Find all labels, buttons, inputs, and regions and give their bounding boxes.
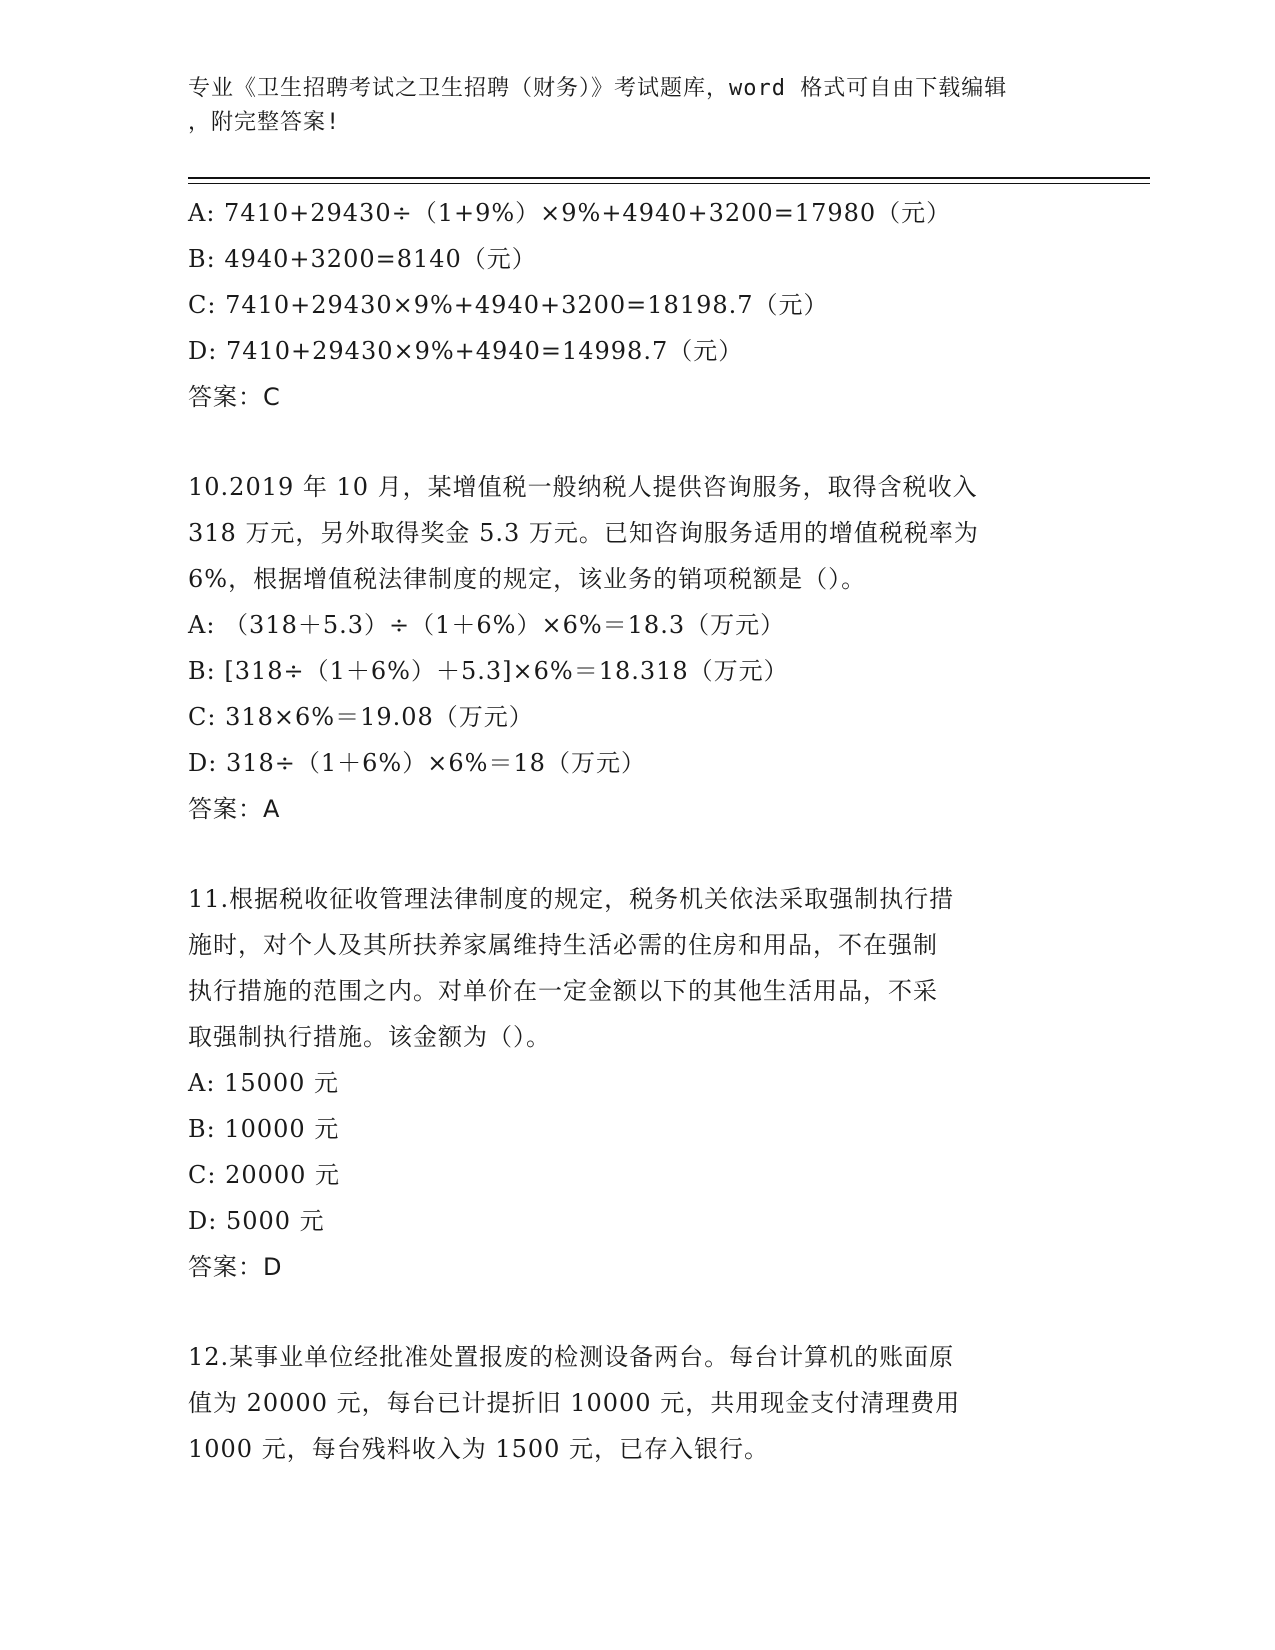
page-header [188, 72, 1068, 140]
answer: 答案：D [188, 1253, 283, 1281]
question-12 [188, 1334, 1088, 1472]
question-text [188, 464, 1088, 602]
document-content [188, 190, 1088, 1472]
option-d: D: 5000 元 [188, 1207, 325, 1235]
option-b: B: 4940+3200=8140（元） [188, 245, 537, 273]
option-c: C: 7410+29430×9%+4940+3200=18198.7（元） [188, 291, 829, 319]
question-line: 施时，对个人及其所扶养家属维持生活必需的住房和用品，不在强制 [188, 931, 938, 959]
header-line-1: 专业《卫生招聘考试之卫生招聘（财务）》考试题库，word 格式可自由下载编辑 [188, 76, 1008, 101]
question-line: 取强制执行措施。该金额为（）。 [188, 1023, 551, 1051]
answer: 答案：A [188, 795, 281, 823]
option-a: A: 15000 元 [188, 1069, 340, 1097]
question-line: 6%，根据增值税法律制度的规定，该业务的销项税额是（）。 [188, 565, 867, 593]
question-text [188, 876, 1088, 1060]
question-line: 执行措施的范围之内。对单价在一定金额以下的其他生活用品，不采 [188, 977, 938, 1005]
question-line: 11.根据税收征收管理法律制度的规定，税务机关依法采取强制执行措 [188, 885, 955, 913]
option-c: C: 20000 元 [188, 1161, 341, 1189]
question-text [188, 1334, 1088, 1472]
question-11 [188, 876, 1088, 1290]
answer: 答案：C [188, 383, 281, 411]
option-a: A: （318＋5.3）÷（1＋6%）×6%＝18.3（万元） [188, 611, 786, 639]
header-rule-thick [188, 177, 1150, 179]
option-b: B: [318÷（1＋6%）＋5.3]×6%＝18.318（万元） [188, 657, 789, 685]
question-9 [188, 190, 1088, 420]
header-line-2: ，附完整答案! [188, 110, 341, 135]
header-rule-thin [188, 183, 1150, 184]
option-c: C: 318×6%＝19.08（万元） [188, 703, 534, 731]
question-10 [188, 464, 1088, 832]
question-line: 1000 元，每台残料收入为 1500 元，已存入银行。 [188, 1435, 770, 1463]
question-line: 318 万元，另外取得奖金 5.3 万元。已知咨询服务适用的增值税税率为 [188, 519, 979, 547]
question-line: 12.某事业单位经批准处置报废的检测设备两台。每台计算机的账面原 [188, 1343, 955, 1371]
option-b: B: 10000 元 [188, 1115, 340, 1143]
question-line: 值为 20000 元，每台已计提折旧 10000 元，共用现金支付清理费用 [188, 1389, 961, 1417]
option-a: A: 7410+29430÷（1+9%）×9%+4940+3200=17980（元） [188, 199, 952, 227]
option-d: D: 318÷（1＋6%）×6%＝18（万元） [188, 749, 646, 777]
option-d: D: 7410+29430×9%+4940=14998.7（元） [188, 337, 744, 365]
question-line: 10.2019 年 10 月，某增值税一般纳税人提供咨询服务，取得含税收入 [188, 473, 978, 501]
